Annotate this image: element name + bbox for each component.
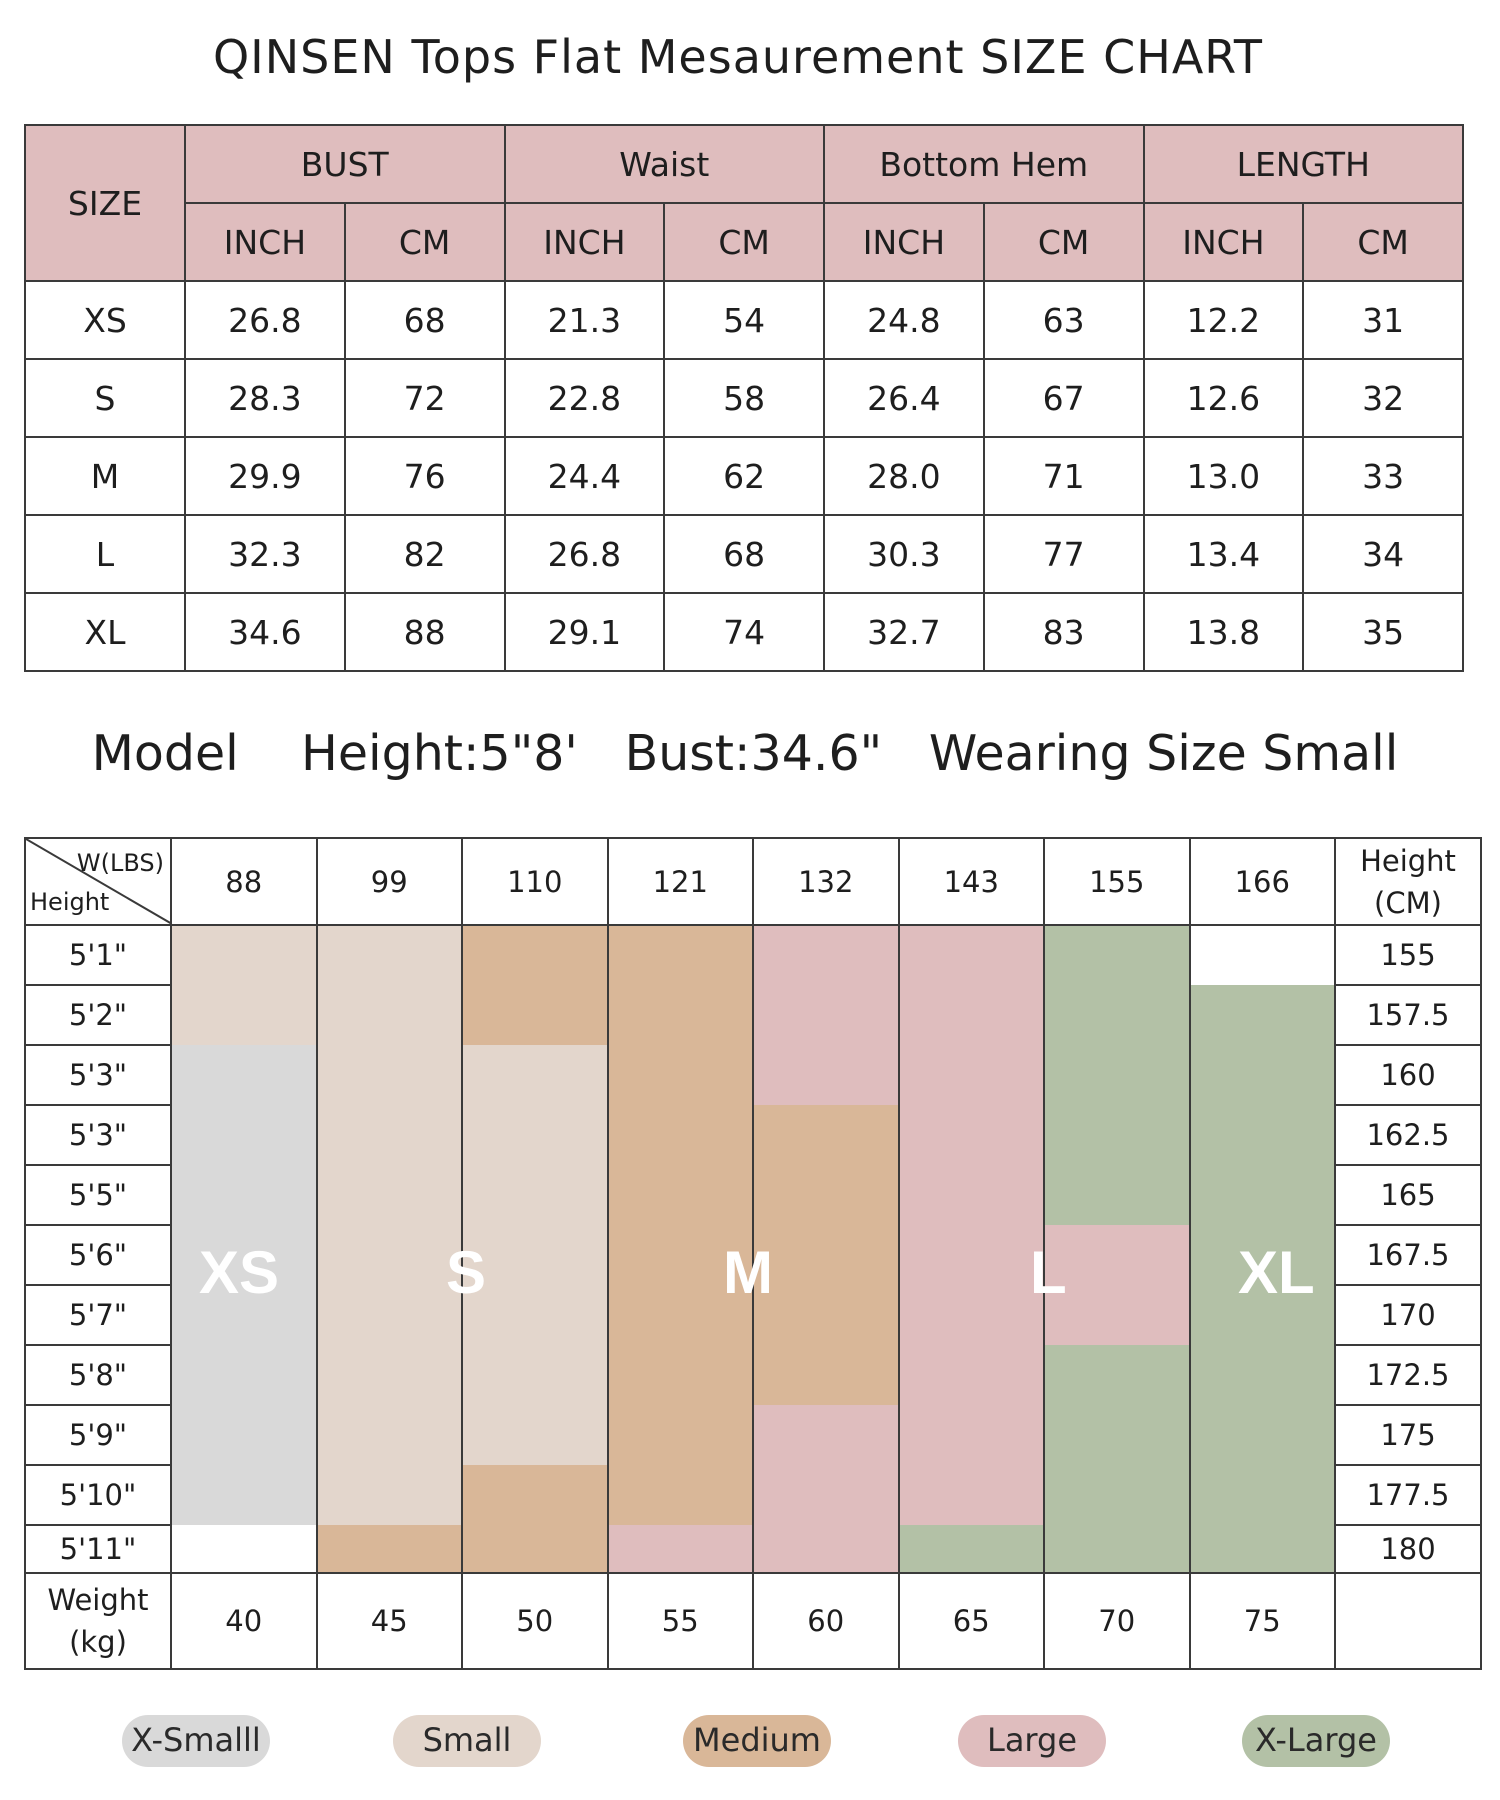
value-cell: 71 xyxy=(984,437,1144,515)
weight-lbs-header: 99 xyxy=(317,838,463,925)
height-label: 5'8" xyxy=(25,1345,171,1405)
weight-lbs-header: 121 xyxy=(608,838,754,925)
fit-cell xyxy=(317,1285,463,1345)
weight-lbs-header: 166 xyxy=(1190,838,1336,925)
weight-kg-cell: 65 xyxy=(899,1573,1045,1669)
value-cell: 74 xyxy=(664,593,824,671)
table-row xyxy=(25,281,1463,359)
unit-header: CM xyxy=(984,203,1144,281)
table-row xyxy=(25,593,1463,671)
fit-cell xyxy=(462,1045,608,1105)
value-cell: 72 xyxy=(345,359,505,437)
value-cell: 31 xyxy=(1303,281,1463,359)
empty-cell xyxy=(1335,1573,1481,1669)
size-cell: S xyxy=(25,359,185,437)
fit-cell xyxy=(317,1165,463,1225)
value-cell: 54 xyxy=(664,281,824,359)
fit-cell xyxy=(462,1525,608,1573)
height-label: 5'10" xyxy=(25,1465,171,1525)
zone-label-s: S xyxy=(446,1239,487,1306)
fit-cell xyxy=(317,1045,463,1105)
group-header-waist: Waist xyxy=(505,125,825,203)
legend-medium: Medium xyxy=(683,1715,831,1767)
weight-kg-cell: 70 xyxy=(1044,1573,1190,1669)
value-cell: 32 xyxy=(1303,359,1463,437)
height-label: 5'1" xyxy=(25,925,171,985)
group-header-bust: BUST xyxy=(185,125,505,203)
fit-cell xyxy=(608,985,754,1045)
model-info: Model Height:5"8' Bust:34.6" Wearing Size Small xyxy=(91,725,1399,782)
weight-lbs-header: 143 xyxy=(899,838,1045,925)
value-cell: 67 xyxy=(984,359,1144,437)
unit-header: INCH xyxy=(824,203,984,281)
fit-cell xyxy=(899,1165,1045,1225)
height-cm-cell: 165 xyxy=(1335,1165,1481,1225)
fit-row xyxy=(25,1405,1481,1465)
fit-cell xyxy=(899,1225,1045,1285)
fit-cell xyxy=(1044,1165,1190,1225)
fit-cell xyxy=(1044,925,1190,985)
value-cell: 13.4 xyxy=(1144,515,1304,593)
height-label: Height xyxy=(30,888,110,916)
zone-label-xs: XS xyxy=(199,1239,280,1306)
zone-label-m: M xyxy=(723,1239,773,1306)
zone-label-xl: XL xyxy=(1238,1239,1315,1306)
fit-cell xyxy=(171,1525,317,1573)
height-cm-cell: 160 xyxy=(1335,1045,1481,1105)
fit-cell xyxy=(171,925,317,985)
fit-cell xyxy=(899,1345,1045,1405)
fit-cell xyxy=(608,1345,754,1405)
fit-cell xyxy=(753,1045,899,1105)
value-cell: 30.3 xyxy=(824,515,984,593)
value-cell: 24.4 xyxy=(505,437,665,515)
height-cm-header-line2: (CM) xyxy=(1374,885,1442,920)
weight-kg-header-line1: Weight xyxy=(47,1583,149,1617)
weight-lbs-header: 88 xyxy=(171,838,317,925)
fit-cell xyxy=(899,925,1045,985)
fit-cell xyxy=(1190,1345,1336,1405)
fit-cell xyxy=(1190,1525,1336,1573)
fit-row xyxy=(25,1165,1481,1225)
fit-cell xyxy=(317,1345,463,1405)
value-cell: 13.0 xyxy=(1144,437,1304,515)
fit-cell xyxy=(753,1525,899,1573)
measurement-table xyxy=(24,124,1464,672)
unit-header: INCH xyxy=(1144,203,1304,281)
fit-cell xyxy=(462,1105,608,1165)
size-cell: M xyxy=(25,437,185,515)
chart-title: QINSEN Tops Flat Mesaurement SIZE CHART xyxy=(212,30,1264,84)
height-cm-cell: 162.5 xyxy=(1335,1105,1481,1165)
value-cell: 24.8 xyxy=(824,281,984,359)
fit-cell xyxy=(899,1465,1045,1525)
fit-cell xyxy=(608,1405,754,1465)
fit-cell xyxy=(1190,1105,1336,1165)
fit-cell xyxy=(171,985,317,1045)
fit-cell xyxy=(1044,1465,1190,1525)
fit-cell xyxy=(462,985,608,1045)
fit-cell xyxy=(608,925,754,985)
fit-cell xyxy=(1044,1105,1190,1165)
value-cell: 28.0 xyxy=(824,437,984,515)
value-cell: 12.2 xyxy=(1144,281,1304,359)
table-row xyxy=(25,437,1463,515)
weight-lbs-header: 132 xyxy=(753,838,899,925)
height-cm-cell: 180 xyxy=(1335,1525,1481,1573)
unit-header: CM xyxy=(664,203,824,281)
fit-cell xyxy=(608,1525,754,1573)
fit-cell xyxy=(608,1045,754,1105)
height-cm-header-line1: Height xyxy=(1360,843,1456,878)
unit-header: INCH xyxy=(185,203,345,281)
height-cm-cell: 157.5 xyxy=(1335,985,1481,1045)
weight-kg-cell: 75 xyxy=(1190,1573,1336,1669)
size-cell: XS xyxy=(25,281,185,359)
fit-cell xyxy=(1190,1465,1336,1525)
fit-row xyxy=(25,985,1481,1045)
size-header: SIZE xyxy=(25,125,185,281)
fit-cell xyxy=(1044,985,1190,1045)
fit-row xyxy=(25,1525,1481,1573)
value-cell: 34 xyxy=(1303,515,1463,593)
value-cell: 33 xyxy=(1303,437,1463,515)
fit-cell xyxy=(753,1225,899,1285)
fit-cell xyxy=(899,1105,1045,1165)
weight-kg-cell: 40 xyxy=(171,1573,317,1669)
value-cell: 62 xyxy=(664,437,824,515)
fit-cell xyxy=(753,925,899,985)
weight-lbs-header: 155 xyxy=(1044,838,1190,925)
value-cell: 21.3 xyxy=(505,281,665,359)
height-cm-header xyxy=(1335,838,1481,925)
group-header-length: LENGTH xyxy=(1144,125,1464,203)
legend-small: Small xyxy=(393,1715,541,1767)
value-cell: 22.8 xyxy=(505,359,665,437)
value-cell: 29.9 xyxy=(185,437,345,515)
value-cell: 82 xyxy=(345,515,505,593)
fit-cell xyxy=(753,1165,899,1225)
fit-cell xyxy=(753,1345,899,1405)
fit-cell xyxy=(899,985,1045,1045)
fit-cell xyxy=(899,1525,1045,1573)
fit-cell xyxy=(317,1225,463,1285)
value-cell: 28.3 xyxy=(185,359,345,437)
fit-cell xyxy=(1190,1405,1336,1465)
fit-cell xyxy=(317,1105,463,1165)
fit-cell xyxy=(753,1105,899,1165)
fit-cell xyxy=(899,1045,1045,1105)
fit-cell xyxy=(608,1105,754,1165)
value-cell: 88 xyxy=(345,593,505,671)
height-label: 5'9" xyxy=(25,1405,171,1465)
value-cell: 83 xyxy=(984,593,1144,671)
fit-cell xyxy=(317,925,463,985)
legend-x-small: X-Smalll xyxy=(122,1715,270,1767)
size-cell: L xyxy=(25,515,185,593)
fit-cell xyxy=(317,985,463,1045)
fit-cell xyxy=(753,1285,899,1345)
value-cell: 26.8 xyxy=(505,515,665,593)
corner-cell xyxy=(25,838,171,925)
value-cell: 35 xyxy=(1303,593,1463,671)
legend-large: Large xyxy=(958,1715,1106,1767)
value-cell: 32.7 xyxy=(824,593,984,671)
weight-kg-cell: 45 xyxy=(317,1573,463,1669)
fit-cell xyxy=(1044,1405,1190,1465)
height-cm-cell: 175 xyxy=(1335,1405,1481,1465)
value-cell: 32.3 xyxy=(185,515,345,593)
unit-header: INCH xyxy=(505,203,665,281)
height-label: 5'2" xyxy=(25,985,171,1045)
fit-cell xyxy=(753,985,899,1045)
value-cell: 26.8 xyxy=(185,281,345,359)
weight-lbs-label: W(LBS) xyxy=(76,849,164,877)
unit-header: CM xyxy=(345,203,505,281)
fit-cell xyxy=(171,1405,317,1465)
fit-cell xyxy=(171,1165,317,1225)
fit-cell xyxy=(171,1345,317,1405)
value-cell: 26.4 xyxy=(824,359,984,437)
fit-cell xyxy=(1044,1045,1190,1105)
fit-cell xyxy=(899,1285,1045,1345)
weight-kg-header xyxy=(25,1573,171,1669)
height-cm-cell: 170 xyxy=(1335,1285,1481,1345)
fit-cell xyxy=(171,1465,317,1525)
fit-cell xyxy=(171,1105,317,1165)
fit-row xyxy=(25,1105,1481,1165)
fit-cell xyxy=(317,1525,463,1573)
height-label: 5'3" xyxy=(25,1105,171,1165)
height-cm-cell: 155 xyxy=(1335,925,1481,985)
fit-row xyxy=(25,1045,1481,1105)
value-cell: 58 xyxy=(664,359,824,437)
fit-cell xyxy=(1190,925,1336,985)
weight-kg-cell: 60 xyxy=(753,1573,899,1669)
fit-cell xyxy=(608,1165,754,1225)
value-cell: 63 xyxy=(984,281,1144,359)
fit-cell xyxy=(753,1465,899,1525)
value-cell: 68 xyxy=(664,515,824,593)
fit-cell xyxy=(608,1465,754,1525)
fit-cell xyxy=(317,1405,463,1465)
fit-cell xyxy=(462,925,608,985)
height-label: 5'6" xyxy=(25,1225,171,1285)
fit-cell xyxy=(462,1165,608,1225)
table-row xyxy=(25,359,1463,437)
fit-cell xyxy=(462,1465,608,1525)
value-cell: 34.6 xyxy=(185,593,345,671)
fit-cell xyxy=(171,1045,317,1105)
value-cell: 76 xyxy=(345,437,505,515)
legend-x-large: X-Large xyxy=(1242,1715,1390,1767)
fit-cell xyxy=(462,1405,608,1465)
fit-row xyxy=(25,1465,1481,1525)
weight-kg-cell: 50 xyxy=(462,1573,608,1669)
fit-cell xyxy=(1044,1345,1190,1405)
weight-lbs-header: 110 xyxy=(462,838,608,925)
unit-header: CM xyxy=(1303,203,1463,281)
height-cm-cell: 172.5 xyxy=(1335,1345,1481,1405)
fit-cell xyxy=(899,1405,1045,1465)
value-cell: 12.6 xyxy=(1144,359,1304,437)
value-cell: 29.1 xyxy=(505,593,665,671)
weight-kg-cell: 55 xyxy=(608,1573,754,1669)
fit-cell xyxy=(753,1405,899,1465)
fit-cell xyxy=(1190,985,1336,1045)
size-cell: XL xyxy=(25,593,185,671)
zone-label-l: L xyxy=(1030,1239,1067,1306)
value-cell: 13.8 xyxy=(1144,593,1304,671)
group-header-bottom-hem: Bottom Hem xyxy=(824,125,1144,203)
value-cell: 77 xyxy=(984,515,1144,593)
table-row xyxy=(25,515,1463,593)
value-cell: 68 xyxy=(345,281,505,359)
height-label: 5'11" xyxy=(25,1525,171,1573)
weight-kg-header-line2: (kg) xyxy=(69,1625,127,1659)
height-cm-cell: 177.5 xyxy=(1335,1465,1481,1525)
fit-cell xyxy=(317,1465,463,1525)
fit-row xyxy=(25,1345,1481,1405)
height-label: 5'7" xyxy=(25,1285,171,1345)
fit-cell xyxy=(462,1345,608,1405)
height-label: 5'5" xyxy=(25,1165,171,1225)
fit-cell xyxy=(1044,1525,1190,1573)
fit-cell xyxy=(1190,1165,1336,1225)
height-cm-cell: 167.5 xyxy=(1335,1225,1481,1285)
fit-row xyxy=(25,925,1481,985)
fit-cell xyxy=(1190,1045,1336,1105)
height-label: 5'3" xyxy=(25,1045,171,1105)
